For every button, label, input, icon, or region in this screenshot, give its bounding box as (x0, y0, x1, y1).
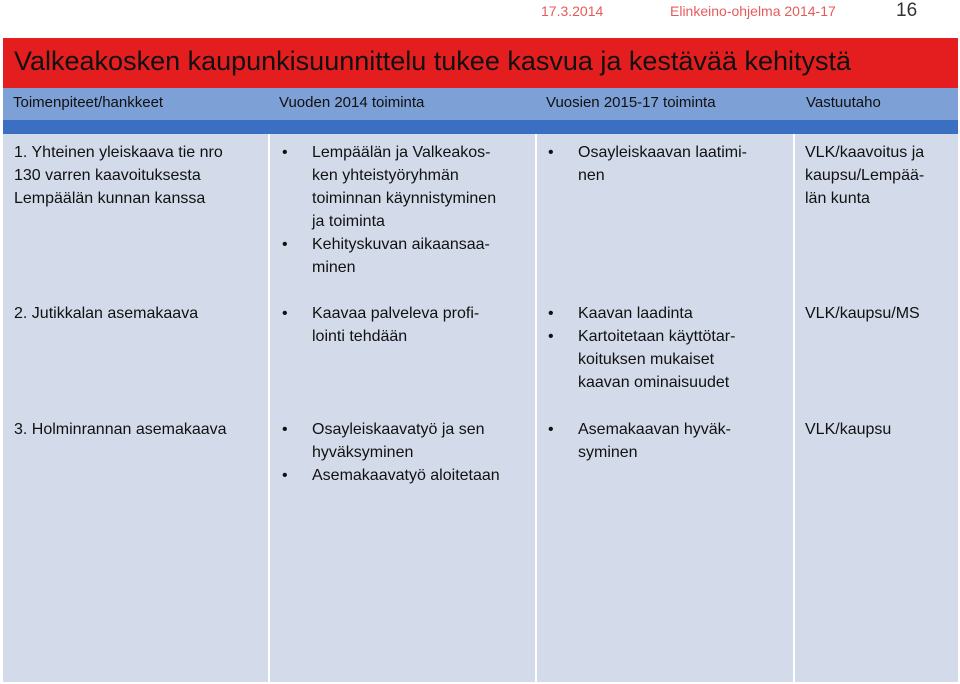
column-header-2015-17: Vuosien 2015-17 toiminta (546, 94, 716, 111)
cell-line: 3. Holminrannan asemakaava (14, 421, 227, 438)
bullet-icon: • (548, 305, 554, 322)
cell-y2014 (276, 418, 531, 487)
bullet-item (542, 418, 787, 464)
bullet-line: Kartoitetaan käyttötar- (578, 328, 736, 345)
bullet-icon: • (282, 421, 288, 438)
cell-line: 1. Yhteinen yleiskaava tie nro (14, 144, 223, 161)
cell-line: 130 varren kaavoituksesta (14, 167, 201, 184)
bullet-icon: • (548, 328, 554, 345)
column-divider (793, 134, 795, 682)
slide-header (0, 0, 960, 36)
bullet-line: Asemakaavatyö aloitetaan (312, 467, 500, 484)
column-divider (535, 134, 537, 682)
slide-date: 17.3.2014 (541, 3, 604, 19)
bullet-line: syminen (578, 444, 638, 461)
bullet-item (542, 141, 787, 187)
column-divider (268, 134, 270, 682)
page-number: 16 (896, 0, 918, 21)
bullet-item (276, 141, 531, 233)
bullet-line: Kehityskuvan aikaansaa- (312, 236, 490, 253)
bullet-line: lointi tehdään (312, 328, 408, 345)
cell-responsible (805, 141, 955, 210)
slide-title: Valkeakosken kaupunkisuunnittelu tukee kasvua ja kestävää kehitystä (14, 46, 852, 76)
bullet-line: nen (578, 167, 605, 184)
bullet-line: minen (312, 259, 356, 276)
cell-line: län kunta (805, 190, 870, 207)
bullet-line: ja toiminta (312, 213, 385, 230)
cell-measure (14, 418, 264, 441)
cell-line: Lempäälän kunnan kanssa (14, 190, 206, 207)
bullet-line: Kaavan laadinta (578, 305, 693, 322)
column-header-2014: Vuoden 2014 toiminta (279, 94, 425, 111)
cell-line: VLK/kaupsu (805, 421, 892, 438)
cell-y2015-17 (542, 418, 787, 464)
bullet-line: Osayleiskaavan laatimi- (578, 144, 747, 161)
bullet-line: Osayleiskaavatyö ja sen (312, 421, 485, 438)
cell-line: VLK/kaavoitus ja (805, 144, 925, 161)
bullet-icon: • (282, 236, 288, 253)
bullet-line: hyväksyminen (312, 444, 414, 461)
bullet-icon: • (282, 144, 288, 161)
cell-line: 2. Jutikkalan asemakaava (14, 305, 199, 322)
accent-bar (3, 120, 958, 134)
cell-measure (14, 302, 264, 325)
bullet-item (542, 302, 787, 325)
cell-measure (14, 141, 264, 210)
bullet-icon: • (282, 467, 288, 484)
bullet-line: Kaavaa palveleva profi- (312, 305, 480, 322)
bullet-item (276, 418, 531, 464)
bullet-line: Lempäälän ja Valkeakos- (312, 144, 491, 161)
bullet-item (542, 325, 787, 394)
bullet-item (276, 233, 531, 279)
cell-y2015-17 (542, 141, 787, 187)
bullet-line: Asemakaavan hyväk- (578, 421, 731, 438)
cell-line: kaupsu/Lempää- (805, 167, 925, 184)
bullet-item (276, 464, 531, 487)
program-name: Elinkeino-ohjelma 2014-17 (670, 3, 836, 19)
cell-y2015-17 (542, 302, 787, 394)
bullet-item (276, 302, 531, 348)
cell-y2014 (276, 141, 531, 279)
cell-responsible (805, 302, 955, 325)
column-header-measures: Toimenpiteet/hankkeet (13, 94, 164, 111)
bullet-icon: • (548, 144, 554, 161)
title-bar (3, 38, 958, 88)
bullet-line: toiminnan käynnistyminen (312, 190, 497, 207)
bullet-line: ken yhteistyöryhmän (312, 167, 459, 184)
column-header-responsible: Vastuutaho (806, 94, 881, 111)
bullet-line: kaavan ominaisuudet (578, 374, 730, 391)
cell-y2014 (276, 302, 531, 348)
table-header-row (3, 88, 958, 120)
bullet-icon: • (282, 305, 288, 322)
bullet-line: koituksen mukaiset (578, 351, 715, 368)
cell-responsible (805, 418, 955, 441)
cell-line: VLK/kaupsu/MS (805, 305, 920, 322)
bullet-icon: • (548, 421, 554, 438)
